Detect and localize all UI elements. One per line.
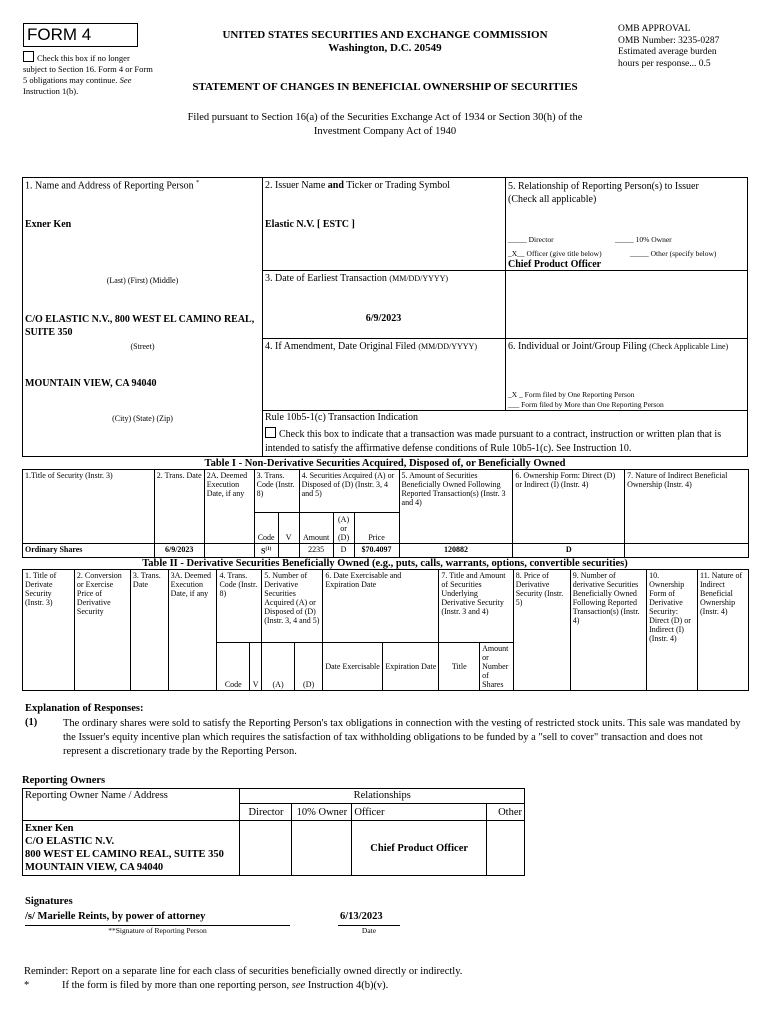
t1-h2a: 2A. Deemed Execution Date, if any [204,470,254,544]
form-title: FORM 4 [27,25,92,44]
omb-burden: Estimated average burden [618,47,717,57]
filing-one-person: _X _ Form filed by One Reporting Person [508,390,635,399]
t2-sub-exp: Expiration Date [383,643,439,691]
relationship-director: _____ Director [508,235,554,244]
t2-h6: 6. Date Exercisable and Expiration Date [323,570,439,643]
t2-sub-v: V [250,643,262,691]
rule-10b5-checkbox[interactable] [265,427,276,438]
note-see: See [119,75,132,85]
t2-h2: 2. Conversion or Exercise Price of Derivative Security [74,570,130,691]
table2 [22,569,749,691]
table-row [23,821,525,876]
street-caption: (Street) [130,342,155,351]
t2-h8: 8. Price of Derivative Security (Instr. 5) [513,570,570,691]
t2-h3a: 3A. Deemed Execution Date, if any [168,570,217,691]
statement-title: STATEMENT OF CHANGES IN BENEFICIAL OWNERSHIP OF SECURITIES [192,81,578,93]
reporting-person-label: 1. Name and Address of Reporting Person * [25,180,200,192]
t2-sub-d: (D) [294,643,323,691]
owners-col-rel: Relationships [240,789,525,804]
t2-h7: 7. Title and Amount of Securities Underlying Derivative Security (Instr. 3 and 4) [439,570,513,643]
t2-h4: 4. Trans. Code (Instr. 8) [217,570,262,643]
t1-row-amount: 2235 [299,544,333,558]
rule-text-block [265,427,747,456]
owners-other-cell [487,821,525,876]
t1-row-aord: D [333,544,354,558]
relationship-officer: _X__ Officer (give title below) [508,249,602,258]
owners-col-director: Director [240,804,292,821]
explanation-text: The ordinary shares were sold to satisfy the Reporting Person's tax obligations in connection with the vesting of restricted stock units. This sale was mandated by the Issuer's equity incentive plan which requires the satisfaction of tax withholding obligations to be funded by a "sell to cover" transaction and does not represent a discretionary trade by the Reporting Person. [63,718,741,757]
t1-row-deemed [204,544,254,558]
reporting-person-footnote: * [196,180,200,186]
owners-table [22,788,525,876]
table-row [23,544,749,558]
owners-director-cell [240,821,292,876]
owners-line3: 800 WEST EL CAMINO REAL, SUITE 350 [25,849,224,860]
t1-h1: 1.Title of Security (Instr. 3) [23,470,155,544]
rule-label: Rule 10b5-1(c) Transaction Indication [265,412,419,423]
omb-approval-label: OMB APPROVAL [618,24,691,34]
t1-row-title: Ordinary Shares [23,544,155,558]
omb-number: OMB Number: 3235-0287 [618,35,720,46]
t2-sub-code: Code [217,643,250,691]
t1-row-v [278,544,299,558]
t2-h3: 3. Trans. Date [130,570,168,691]
owners-line2: C/O ELASTIC N.V. [25,836,115,847]
filing-more-persons: ___ Form filed by More than One Reporting Person [508,400,664,409]
omb-approval [618,24,758,70]
issuer-label: 2. Issuer Name and Ticker or Trading Symbol [265,180,451,191]
amendment-label: 4. If Amendment, Date Original Filed (MM/DD/YYYY) [265,341,477,352]
relationship-other: _____ Other (specify below) [630,249,717,258]
t2-h5: 5. Number of Derivative Securities Acquired (A) or Disposed of (D) (Instr. 3, 4 and 5) [262,570,323,643]
t1-row-code-cell [254,544,278,558]
no-longer-subject-note [23,51,153,97]
t1-row-owned: 120882 [399,544,513,558]
t2-sub-title: Title [439,643,480,691]
form-title-box [23,23,138,47]
t1-h5: 5. Amount of Securities Beneficially Owned Following Reported Transaction(s) (Instr. 3 and 4) [399,470,513,544]
t2-h11: 11. Nature of Indirect Beneficial Ownership (Instr. 4) [698,570,749,691]
t2-sub-a: (A) [262,643,295,691]
relationship-ten-pct: _____ 10% Owner [615,235,672,244]
issuer-name: Elastic N.V. [ ESTC ] [265,219,355,230]
agency-name: UNITED STATES SECURITIES AND EXCHANGE COMMISSION [222,29,548,41]
owners-heading: Reporting Owners [22,775,106,786]
reminder-star: * [24,980,30,991]
owners-address [23,821,240,876]
t2-h10: 10. Ownership Form of Derivative Security: Direct (D) or Indirect (I) (Instr. 4) [647,570,698,691]
reminder-line2: If the form is filed by more than one reporting person, see Instruction 4(b)(v). [62,980,389,991]
explanation-heading: Explanation of Responses: [25,703,144,714]
name-caption: (Last) (First) (Middle) [106,276,179,285]
t1-sub-price: Price [354,513,399,544]
t1-row-form: D [513,544,625,558]
reporting-person-city: MOUNTAIN VIEW, CA 94040 [25,378,157,389]
signer: /s/ Marielle Reints, by power of attorney [25,911,206,922]
table1-title: Table I - Non-Derivative Securities Acquired, Disposed of, or Beneficially Owned [204,458,566,469]
earliest-txn-label: 3. Date of Earliest Transaction (MM/DD/YYYY) [265,273,449,284]
t1-row-price: $70.4097 [354,544,399,558]
owners-line4: MOUNTAIN VIEW, CA 94040 [25,862,164,873]
no-longer-subject-checkbox[interactable] [23,51,34,62]
reminder-line1: Reminder: Report on a separate line for each class of securities beneficially owned directly or indirectly. [24,966,463,977]
owners-officer: Chief Product Officer [352,821,487,876]
t2-h9: 9. Number of derivative Securities Beneficially Owned Following Reported Transaction(s) (Instr. 4) [570,570,646,691]
owners-line1: Exner Ken [25,823,74,834]
t1-h7: 7. Nature of Indirect Beneficial Ownership (Instr. 4) [625,470,749,544]
t2-sub-amount: Amount or Number of Shares [480,643,514,691]
signature-date: 6/13/2023 [340,911,383,922]
filed-pursuant-line2: Investment Company Act of 1940 [313,126,457,137]
filed-pursuant [60,111,710,139]
t1-sub-aord: (A) or (D) [333,513,354,544]
reporting-person-name: Exner Ken [25,219,72,230]
t1-sub-v: V [278,513,299,544]
date-caption: Date [361,926,377,935]
omb-hours: hours per response... 0.5 [618,58,711,69]
t1-h4: 4. Securities Acquired (A) or Disposed of (D) (Instr. 3, 4 and 5) [299,470,399,513]
t1-row-date: 6/9/2023 [154,544,204,558]
t2-h1: 1. Title of Derivate Security (Instr. 3) [23,570,75,691]
relationship-label: 5. Relationship of Reporting Person(s) to Issuer (Check all applicable) [508,181,699,205]
t1-row-code-fn: (1) [265,547,272,552]
note-text: Check this box if no longer subject to Section 16. Form 4 or Form 5 obligations may continue. [23,53,153,85]
t1-h6: 6. Ownership Form: Direct (D) or Indirect (I) (Instr. 4) [513,470,625,544]
owners-col-other: Other [487,804,525,821]
owners-col-name: Reporting Owner Name / Address [23,789,240,821]
table2-title: Table II - Derivative Securities Beneficially Owned (e.g., puts, calls, warrants, options, convertible securities) [142,558,628,569]
t1-sub-amount: Amount [299,513,333,544]
explanation-num: (1) [25,717,38,728]
t2-sub-date-ex: Date Exercisable [323,643,383,691]
signatures-heading: Signatures [25,896,73,907]
t1-row-nature [625,544,749,558]
agency-city: Washington, D.C. 20549 [328,42,442,54]
table1 [22,469,749,558]
city-caption: (City) (State) (Zip) [112,414,173,423]
reporting-person-street: C/O ELASTIC N.V., 800 WEST EL CAMINO REAL, SUITE 350 [25,314,255,338]
filing-label: 6. Individual or Joint/Group Filing (Check Applicable Line) [508,341,729,352]
t1-h2: 2. Trans. Date [154,470,204,544]
filed-pursuant-line1: Filed pursuant to Section 16(a) of the Securities Exchange Act of 1934 or Section 30(h) of the [187,112,583,123]
owners-ten-cell [292,821,352,876]
t1-h3: 3. Trans. Code (Instr. 8) [254,470,299,513]
owners-col-officer: Officer [352,804,487,821]
rule-text: Check this box to indicate that a transaction was made pursuant to a contract, instruction or written plan that is intended to satisfy the affirmative defense conditions of Rule 10b5-1(c). See Instruction 10. [265,429,722,454]
owners-col-ten: 10% Owner [292,804,352,821]
t1-sub-code: Code [254,513,278,544]
officer-title: Chief Product Officer [508,259,602,270]
note-instruction: Instruction 1(b). [23,86,79,96]
signer-caption: **Signature of Reporting Person [108,926,207,935]
earliest-txn-date: 6/9/2023 [365,313,402,324]
t1-row-code: S [260,546,266,556]
